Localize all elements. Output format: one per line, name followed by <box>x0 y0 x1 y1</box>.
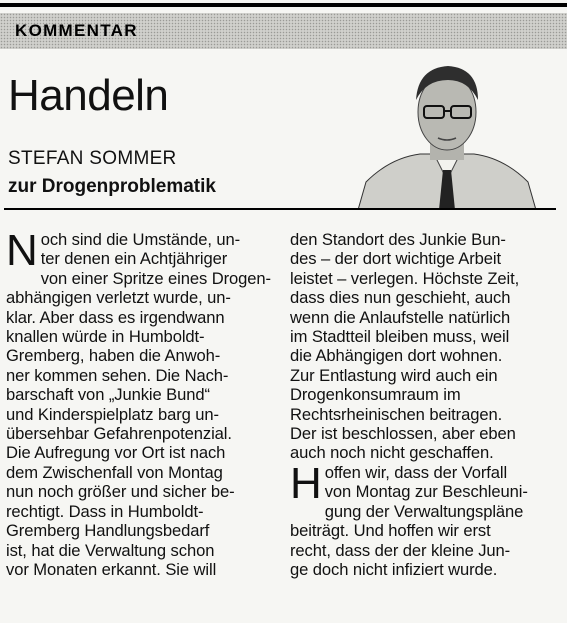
text-line: des – der dort wichtige Arbeit <box>290 249 501 269</box>
text-line: vor Monaten erkannt. Sie will <box>6 559 217 579</box>
text-line: von Montag zur Beschleuni- <box>324 482 528 502</box>
text-line: rechtigt. Dass in Humboldt- <box>6 501 204 521</box>
text-line: dass dies nun geschieht, auch <box>290 288 511 308</box>
text-line: im Stadtteil bleiben muss, weil <box>290 327 510 347</box>
text-line: abhängigen verletzt wurde, un- <box>6 288 231 308</box>
author-name: STEFAN SOMMER <box>8 148 177 169</box>
text-line: Gremberg Handlungsbedarf <box>6 521 210 541</box>
text-line: Drogenkonsumraum im <box>290 385 461 405</box>
text-line: och sind die Umstände, un- <box>40 230 241 249</box>
article-column-left <box>6 226 278 579</box>
text-line: den Standort des Junkie Bun- <box>290 230 506 249</box>
comment-subject: zur Drogenproblematik <box>8 176 216 197</box>
article-column-right <box>290 230 560 579</box>
text-line: recht, dass der der kleine Jun- <box>290 540 511 560</box>
text-line: auch noch nicht geschaffen. <box>290 443 494 463</box>
top-rule <box>0 3 567 7</box>
text-line: klar. Aber dass es irgendwann <box>6 307 225 327</box>
author-portrait <box>358 58 536 210</box>
text-line: ist, hat die Verwaltung schon <box>6 540 215 560</box>
text-line: ter denen ein Achtjähriger <box>40 249 228 269</box>
header-divider <box>4 208 556 210</box>
text-line: knallen würde in Humboldt- <box>6 327 205 347</box>
text-line: offen wir, dass der Vorfall <box>324 462 508 482</box>
text-line: barschaft von „Junkie Bund“ <box>6 385 210 405</box>
text-line: von einer Spritze eines Drogen- <box>40 268 271 288</box>
text-line: beiträgt. Und hoffen wir erst <box>290 521 491 541</box>
text-line: Rechtsrheinischen beitragen. <box>290 404 503 424</box>
text-line: nun noch größer und sicher be- <box>6 482 235 502</box>
text-line: Der ist beschlossen, aber eben <box>290 424 516 444</box>
text-line: wenn die Anlaufstelle natürlich <box>290 307 511 327</box>
drop-cap: H <box>290 458 322 508</box>
text-line: die Abhängigen dort wohnen. <box>290 346 503 366</box>
text-line: und Kinderspielplatz barg un- <box>6 404 219 424</box>
text-line: ge doch nicht infiziert wurde. <box>290 559 498 579</box>
drop-cap: N <box>6 226 38 275</box>
text-line: leistet – verlegen. Höchste Zeit, <box>290 268 520 288</box>
section-label: KOMMENTAR <box>15 21 138 40</box>
headline: Handeln <box>8 71 169 120</box>
text-line: Gremberg, haben die Anwoh- <box>6 346 221 366</box>
text-line: dem Zwischenfall von Montag <box>6 462 223 482</box>
text-line: gung der Verwaltungspläne <box>324 501 524 521</box>
text-line: übersehbar Gefahrenpotenzial. <box>6 424 232 444</box>
text-line: ner kommen sehen. Die Nach- <box>6 365 229 385</box>
text-line: Die Aufregung vor Ort ist nach <box>6 443 226 463</box>
text-line: Zur Entlastung wird auch ein <box>290 365 498 385</box>
